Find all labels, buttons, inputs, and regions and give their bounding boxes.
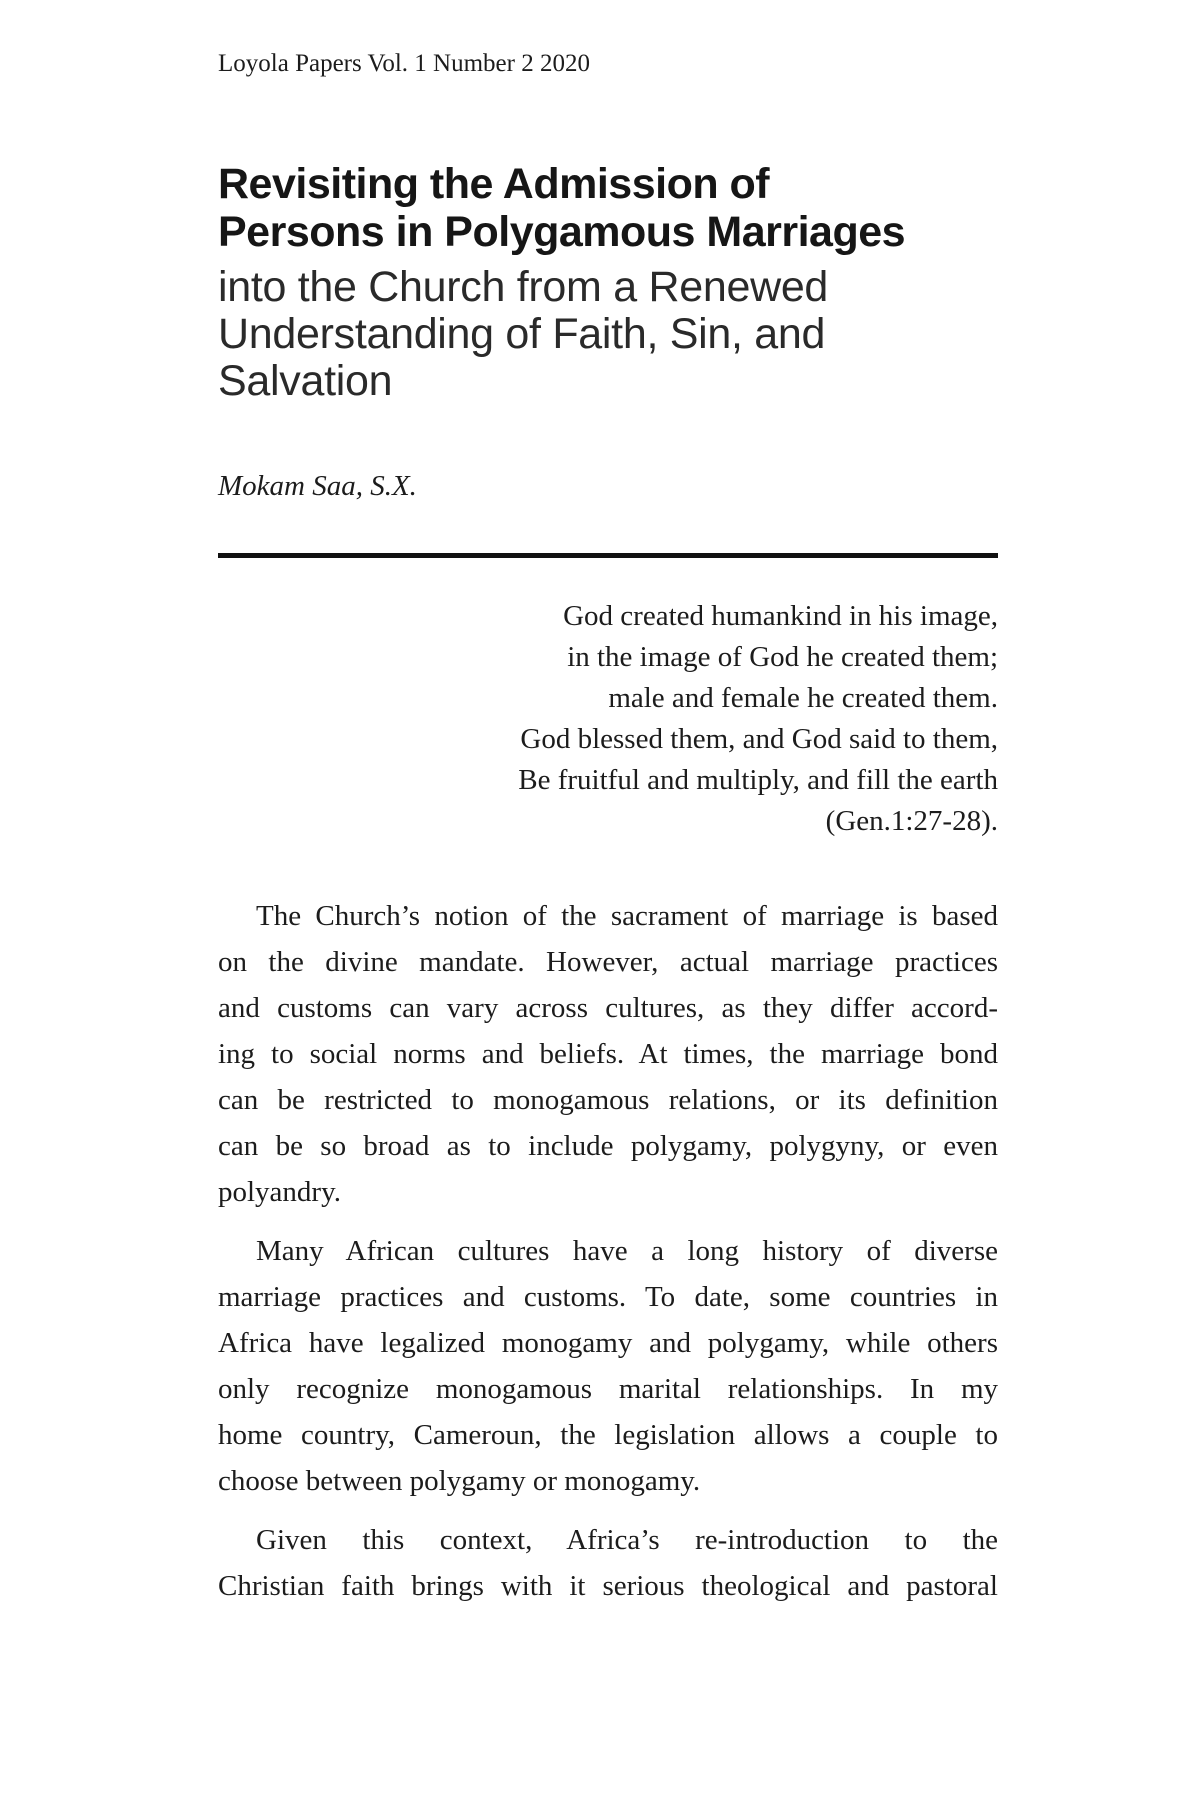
article-title-line: Revisiting the Admission of: [218, 160, 770, 208]
body-line: polyandry.: [218, 1176, 341, 1208]
body-paragraph: [218, 1517, 998, 1609]
body-paragraph: [218, 893, 998, 1215]
epigraph-line: in the image of God he created them;: [567, 641, 998, 673]
article-subtitle-line: Understanding of Faith, Sin, and: [218, 310, 826, 358]
body-line: home country, Cameroun, the legislation allows a couple to: [218, 1419, 998, 1451]
epigraph-line: God blessed them, and God said to them,: [520, 723, 998, 755]
body-line: marriage practices and customs. To date, some countries in: [218, 1281, 998, 1313]
body-line: on the divine mandate. However, actual marriage practices: [218, 946, 998, 978]
body-line: Many African cultures have a long history of diverse: [256, 1235, 998, 1267]
epigraph-line: God created humankind in his image,: [563, 600, 998, 632]
body-paragraph: [218, 1228, 998, 1504]
epigraph-line: male and female he created them.: [608, 682, 998, 714]
article-title: [218, 160, 1048, 256]
epigraph: [218, 596, 998, 842]
body-line: choose between polygamy or monogamy.: [218, 1465, 701, 1497]
epigraph-line: Be fruitful and multiply, and fill the earth: [518, 764, 998, 796]
article-subtitle-line: into the Church from a Renewed: [218, 263, 829, 311]
article-title-line: Persons in Polygamous Marriages: [218, 208, 906, 256]
article-subtitle: [218, 264, 1048, 405]
body-line: Africa have legalized monogamy and polygamy, while others: [218, 1327, 998, 1359]
body-line: and customs can vary across cultures, as they differ accord-: [218, 992, 998, 1024]
body-line: can be so broad as to include polygamy, polygyny, or even: [218, 1130, 998, 1162]
body-line: The Church’s notion of the sacrament of marriage is based: [256, 900, 998, 932]
body-text: [218, 893, 998, 1622]
article-subtitle-line: Salvation: [218, 357, 393, 405]
body-line: can be restricted to monogamous relations, or its definition: [218, 1084, 998, 1116]
body-line: Given this context, Africa’s re-introduction to the: [256, 1524, 998, 1556]
divider-rule: [218, 553, 998, 558]
epigraph-citation: (Gen.1:27-28).: [825, 805, 998, 837]
body-line: Christian faith brings with it serious theological and pastoral: [218, 1570, 998, 1602]
author-name: Mokam Saa, S.X.: [218, 470, 417, 502]
body-line: ing to social norms and beliefs. At times, the marriage bond: [218, 1038, 998, 1070]
journal-header: Loyola Papers Vol. 1 Number 2 2020: [218, 50, 590, 77]
body-line: only recognize monogamous marital relationships. In my: [218, 1373, 998, 1405]
